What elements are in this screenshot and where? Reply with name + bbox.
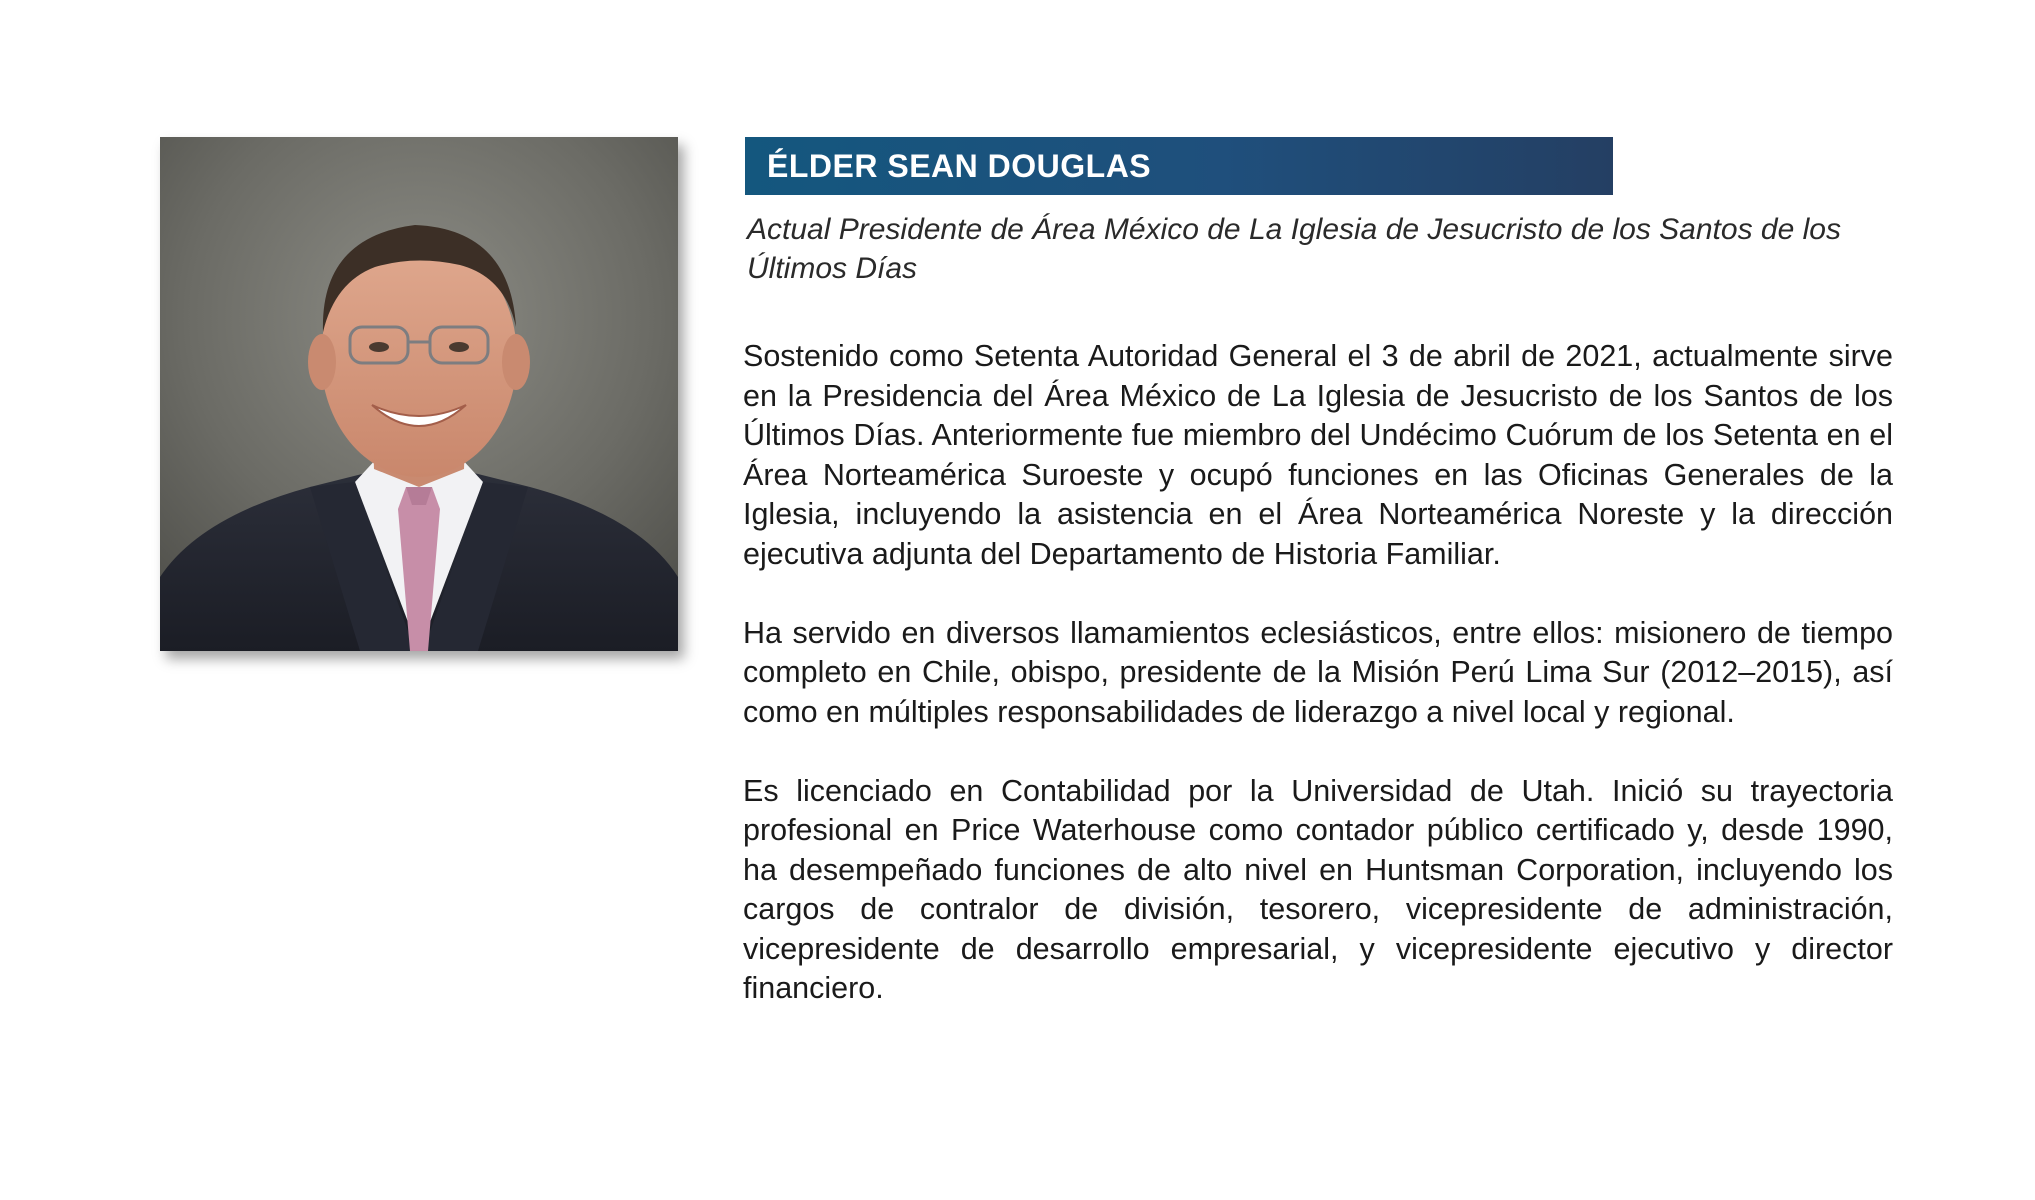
position-subtitle: Actual Presidente de Área México de La Iglesia de Jesucristo de los Santos de los Últimos Días (747, 213, 1841, 285)
bio-paragraph: Ha servido en diversos llamamientos eclesiásticos, entre ellos: misionero de tiempo completo en Chile, obispo, presidente de la Misión Perú Lima Sur (2012–2015), así como en múltiples responsabilidades de liderazgo a nivel local y regional. (743, 615, 1893, 729)
bio-paragraph: Sostenido como Setenta Autoridad General el 3 de abril de 2021, actualmente sirve en la Presidencia del Área México de La Iglesia de Jesucristo de los Santos de los Últimos Días. Anteriormente fue miembro del Undécimo Cuórum de los Setenta en el Área Norteamérica Suroeste y ocupó funciones en las Oficinas Generales de la Iglesia, incluyendo la asistencia en el Área Norteamérica Noreste y la dirección ejecutiva adjunta del Departamento de Historia Familiar. (743, 339, 1893, 571)
portrait-photo (160, 137, 678, 651)
bio-paragraph: Es licenciado en Contabilidad por la Universidad de Utah. Inició su trayectoria profesional en Price Waterhouse como contador público certificado y, desde 1990, ha desempeñado funciones de alto nivel en Huntsman Corporation, incluyendo los cargos de contralor de división, tesorero, vicepresidente de administración, vicepresidente de desarrollo empresarial, y vicepresidente ejecutivo y director financiero. (743, 773, 1893, 1005)
portrait-illustration-icon (160, 137, 678, 651)
name-banner (745, 137, 1613, 195)
person-name: ÉLDER SEAN DOUGLAS (767, 147, 1152, 184)
biography (743, 337, 1893, 1048)
